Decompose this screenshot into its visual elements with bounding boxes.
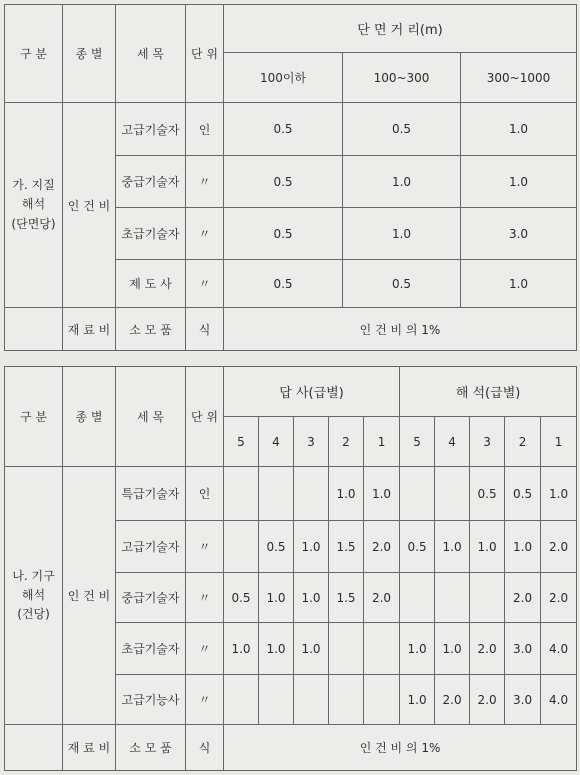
value-cell: 1.0 [505, 521, 541, 573]
value-cell: 1.0 [541, 467, 577, 521]
value-cell: 1.0 [470, 521, 505, 573]
header-gubun: 구 분 [5, 367, 63, 467]
value-cell: 1.0 [343, 208, 461, 260]
value-cell [329, 675, 364, 725]
value-cell: 1.0 [435, 521, 470, 573]
header-analysis: 해 석(급별) [400, 367, 577, 417]
value-cell: 1.0 [461, 260, 577, 308]
value-cell: 2.0 [435, 675, 470, 725]
value-cell: 0.5 [224, 103, 343, 156]
header-jongbyeol: 종 별 [63, 5, 116, 103]
value-cell: 1.0 [461, 103, 577, 156]
header-danwi: 단 위 [186, 5, 224, 103]
value-cell: 0.5 [224, 260, 343, 308]
value-cell [435, 573, 470, 623]
row-unit: 〃 [186, 573, 224, 623]
value-cell: 0.5 [400, 521, 435, 573]
value-cell: 1.0 [259, 623, 294, 675]
value-cell: 1.0 [435, 623, 470, 675]
type-material: 재 료 비 [63, 308, 116, 351]
value-cell: 0.5 [505, 467, 541, 521]
value-cell [400, 467, 435, 521]
value-cell [294, 675, 329, 725]
value-cell: 1.0 [461, 156, 577, 208]
grade-header: 2 [329, 417, 364, 467]
value-cell [224, 675, 259, 725]
material-value: 인 건 비 의 1% [224, 308, 577, 351]
value-cell: 4.0 [541, 675, 577, 725]
grade-header: 2 [505, 417, 541, 467]
header-jongbyeol: 종 별 [63, 367, 116, 467]
row-item: 소 모 품 [116, 725, 186, 771]
value-cell: 2.0 [541, 573, 577, 623]
material-value: 인 건 비 의 1% [224, 725, 577, 771]
category-line-3: (단면당) [11, 216, 56, 231]
category-cell [5, 467, 63, 725]
row-item: 고급기술자 [116, 521, 186, 573]
value-cell: 3.0 [505, 675, 541, 725]
header-semok: 세 목 [116, 367, 186, 467]
category-line-2: 해석 [21, 587, 46, 602]
value-cell: 1.0 [400, 623, 435, 675]
header-range-2: 100~300 [343, 53, 461, 103]
row-unit: 식 [186, 308, 224, 351]
value-cell [364, 623, 400, 675]
type-labor: 인 건 비 [63, 103, 116, 308]
value-cell [400, 573, 435, 623]
value-cell: 0.5 [224, 573, 259, 623]
value-cell [259, 675, 294, 725]
grade-header: 3 [470, 417, 505, 467]
value-cell: 1.0 [294, 573, 329, 623]
value-cell: 2.0 [505, 573, 541, 623]
value-cell: 2.0 [364, 573, 400, 623]
value-cell: 1.0 [343, 156, 461, 208]
grade-header: 5 [224, 417, 259, 467]
header-range-3: 300~1000 [461, 53, 577, 103]
row-unit: 〃 [186, 623, 224, 675]
row-item: 제 도 사 [116, 260, 186, 308]
grade-header: 5 [400, 417, 435, 467]
value-cell [224, 521, 259, 573]
row-item: 고급기술자 [116, 103, 186, 156]
grade-header: 1 [541, 417, 577, 467]
category-line-1: 나. 기구 [12, 568, 55, 583]
type-labor: 인 건 비 [63, 467, 116, 725]
category-cell [5, 103, 63, 308]
value-cell [364, 675, 400, 725]
category-line-3: (건당) [17, 607, 50, 622]
value-cell: 2.0 [364, 521, 400, 573]
value-cell [294, 467, 329, 521]
value-cell: 0.5 [224, 156, 343, 208]
category-line-1: 가. 지질 [12, 178, 55, 193]
value-cell: 0.5 [224, 208, 343, 260]
value-cell: 0.5 [343, 103, 461, 156]
value-cell [435, 467, 470, 521]
row-unit: 〃 [186, 675, 224, 725]
row-item: 중급기술자 [116, 156, 186, 208]
value-cell: 1.0 [329, 467, 364, 521]
value-cell [470, 573, 505, 623]
row-unit: 인 [186, 467, 224, 521]
value-cell [224, 467, 259, 521]
type-material: 재 료 비 [63, 725, 116, 771]
value-cell: 1.0 [259, 573, 294, 623]
value-cell: 1.5 [329, 521, 364, 573]
row-unit: 〃 [186, 208, 224, 260]
table-geology-analysis [4, 4, 577, 351]
empty-cell [5, 308, 63, 351]
value-cell: 1.0 [224, 623, 259, 675]
value-cell: 2.0 [541, 521, 577, 573]
row-item: 초급기술자 [116, 208, 186, 260]
row-item: 소 모 품 [116, 308, 186, 351]
grade-header: 4 [435, 417, 470, 467]
header-range-1: 100이하 [224, 53, 343, 103]
row-unit: 인 [186, 103, 224, 156]
header-gubun: 구 분 [5, 5, 63, 103]
value-cell: 3.0 [505, 623, 541, 675]
category-line-2: 해석 [21, 197, 46, 212]
value-cell: 1.0 [364, 467, 400, 521]
row-item: 초급기술자 [116, 623, 186, 675]
value-cell: 0.5 [259, 521, 294, 573]
grade-header: 4 [259, 417, 294, 467]
value-cell: 1.0 [294, 521, 329, 573]
header-survey: 답 사(급별) [224, 367, 400, 417]
row-item: 중급기술자 [116, 573, 186, 623]
value-cell: 1.5 [329, 573, 364, 623]
row-item: 고급기능사 [116, 675, 186, 725]
empty-cell [5, 725, 63, 771]
value-cell: 0.5 [343, 260, 461, 308]
value-cell: 1.0 [294, 623, 329, 675]
value-cell: 1.0 [400, 675, 435, 725]
header-section-distance: 단 면 거 리(m) [224, 5, 577, 53]
header-semok: 세 목 [116, 5, 186, 103]
row-unit: 식 [186, 725, 224, 771]
grade-header: 3 [294, 417, 329, 467]
value-cell: 3.0 [461, 208, 577, 260]
row-unit: 〃 [186, 156, 224, 208]
row-unit: 〃 [186, 521, 224, 573]
table-instrument-analysis [4, 366, 577, 771]
header-danwi: 단 위 [186, 367, 224, 467]
row-unit: 〃 [186, 260, 224, 308]
row-item: 특급기술자 [116, 467, 186, 521]
grade-header: 1 [364, 417, 400, 467]
value-cell: 2.0 [470, 623, 505, 675]
value-cell: 2.0 [470, 675, 505, 725]
value-cell [329, 623, 364, 675]
value-cell [259, 467, 294, 521]
value-cell: 0.5 [470, 467, 505, 521]
value-cell: 4.0 [541, 623, 577, 675]
